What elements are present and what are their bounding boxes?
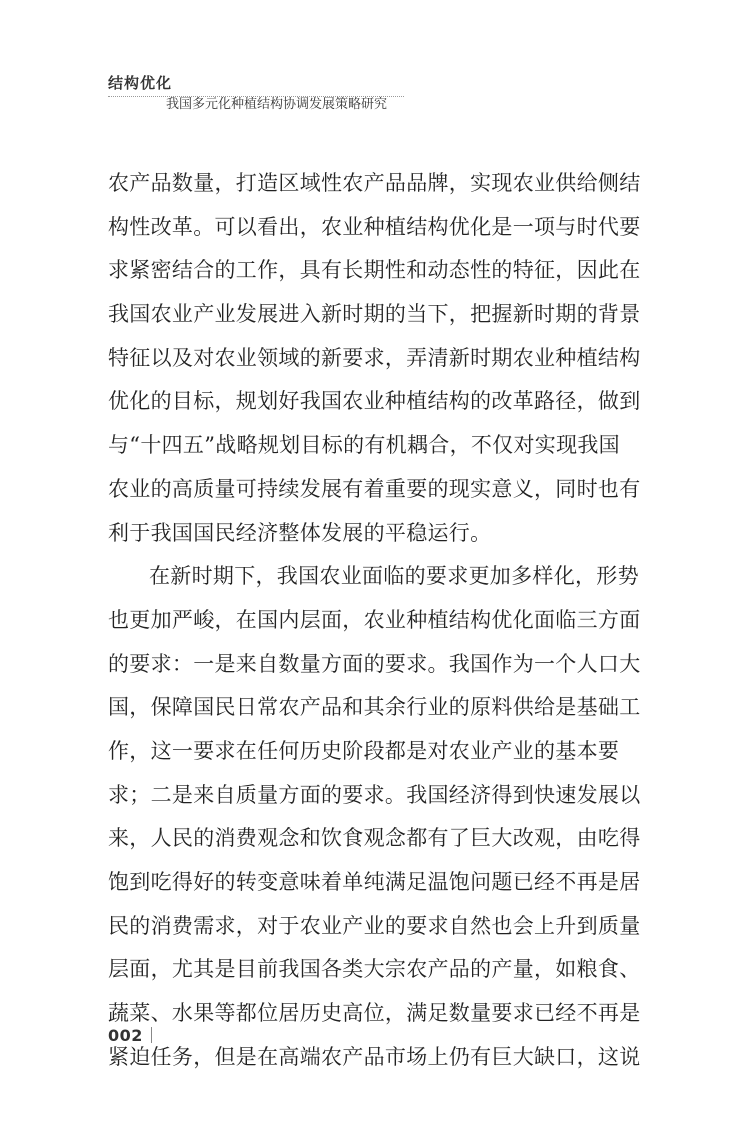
text-line: 作，这一要求在任何历史阶段都是对农业产业的基本要 (108, 738, 620, 763)
text-line: 国，保障国民日常农产品和其余行业的原料供给是基础工 (108, 695, 641, 720)
text-line: 求；二是来自质量方面的要求。我国经济得到快速发展以 (108, 782, 641, 807)
paragraph-first-line: 在新时期下，我国农业面临的要求更加多样化，形势 (149, 564, 639, 589)
text-line: 我国农业产业发展进入新时期的当下，把握新时期的背景 (108, 302, 641, 327)
book-title: 我国多元化种植结构协调发展策略研究 (166, 97, 388, 112)
text-line: 来，人民的消费观念和饮食观念都有了巨大改观，由吃得 (108, 826, 641, 851)
text-line: 求紧密结合的工作，具有长期性和动态性的特征，因此在 (108, 258, 641, 283)
page-footer (108, 1024, 152, 1046)
chapter-title: 结构优化 (108, 74, 173, 92)
text-line: 与“十四五”战略规划目标的有机耦合，不仅对实现我国 (108, 433, 620, 458)
text-line: 层面，尤其是目前我国各类大宗农产品的产量，如粮食、 (108, 957, 641, 982)
text-line: 饱到吃得好的转变意味着单纯满足温饱问题已经不再是居 (108, 870, 641, 894)
footer-divider (151, 1027, 152, 1043)
text-line: 民的消费需求，对于农业产业的要求自然也会上升到质量 (108, 913, 641, 938)
text-line: 特征以及对农业领域的新要求，弄清新时期农业种植结构 (108, 345, 641, 370)
text-line: 紧迫任务，但是在高端农产品市场上仍有巨大缺口，这说 (108, 1044, 641, 1069)
body-text (108, 162, 641, 1079)
text-line: 农产品数量，打造区域性农产品品牌，实现农业供给侧结 (108, 171, 641, 195)
text-line: 优化的目标，规划好我国农业种植结构的改革路径，做到 (108, 389, 641, 414)
text-line: 蔬菜、水果等都位居历史高位，满足数量要求已经不再是 (108, 1001, 641, 1026)
text-line: 的要求：一是来自数量方面的要求。我国作为一个人口大 (108, 651, 641, 676)
text-line: 农业的高质量可持续发展有着重要的现实意义，同时也有 (108, 476, 641, 501)
page-number: 002 (108, 1025, 143, 1045)
text-line: 利于我国国民经济整体发展的平稳运行。 (108, 520, 492, 545)
text-line: 也更加严峻，在国内层面，农业种植结构优化面临三方面 (108, 607, 641, 632)
running-header (108, 74, 408, 118)
text-line: 构性改革。可以看出，农业种植结构优化是一项与时代要 (108, 214, 641, 239)
